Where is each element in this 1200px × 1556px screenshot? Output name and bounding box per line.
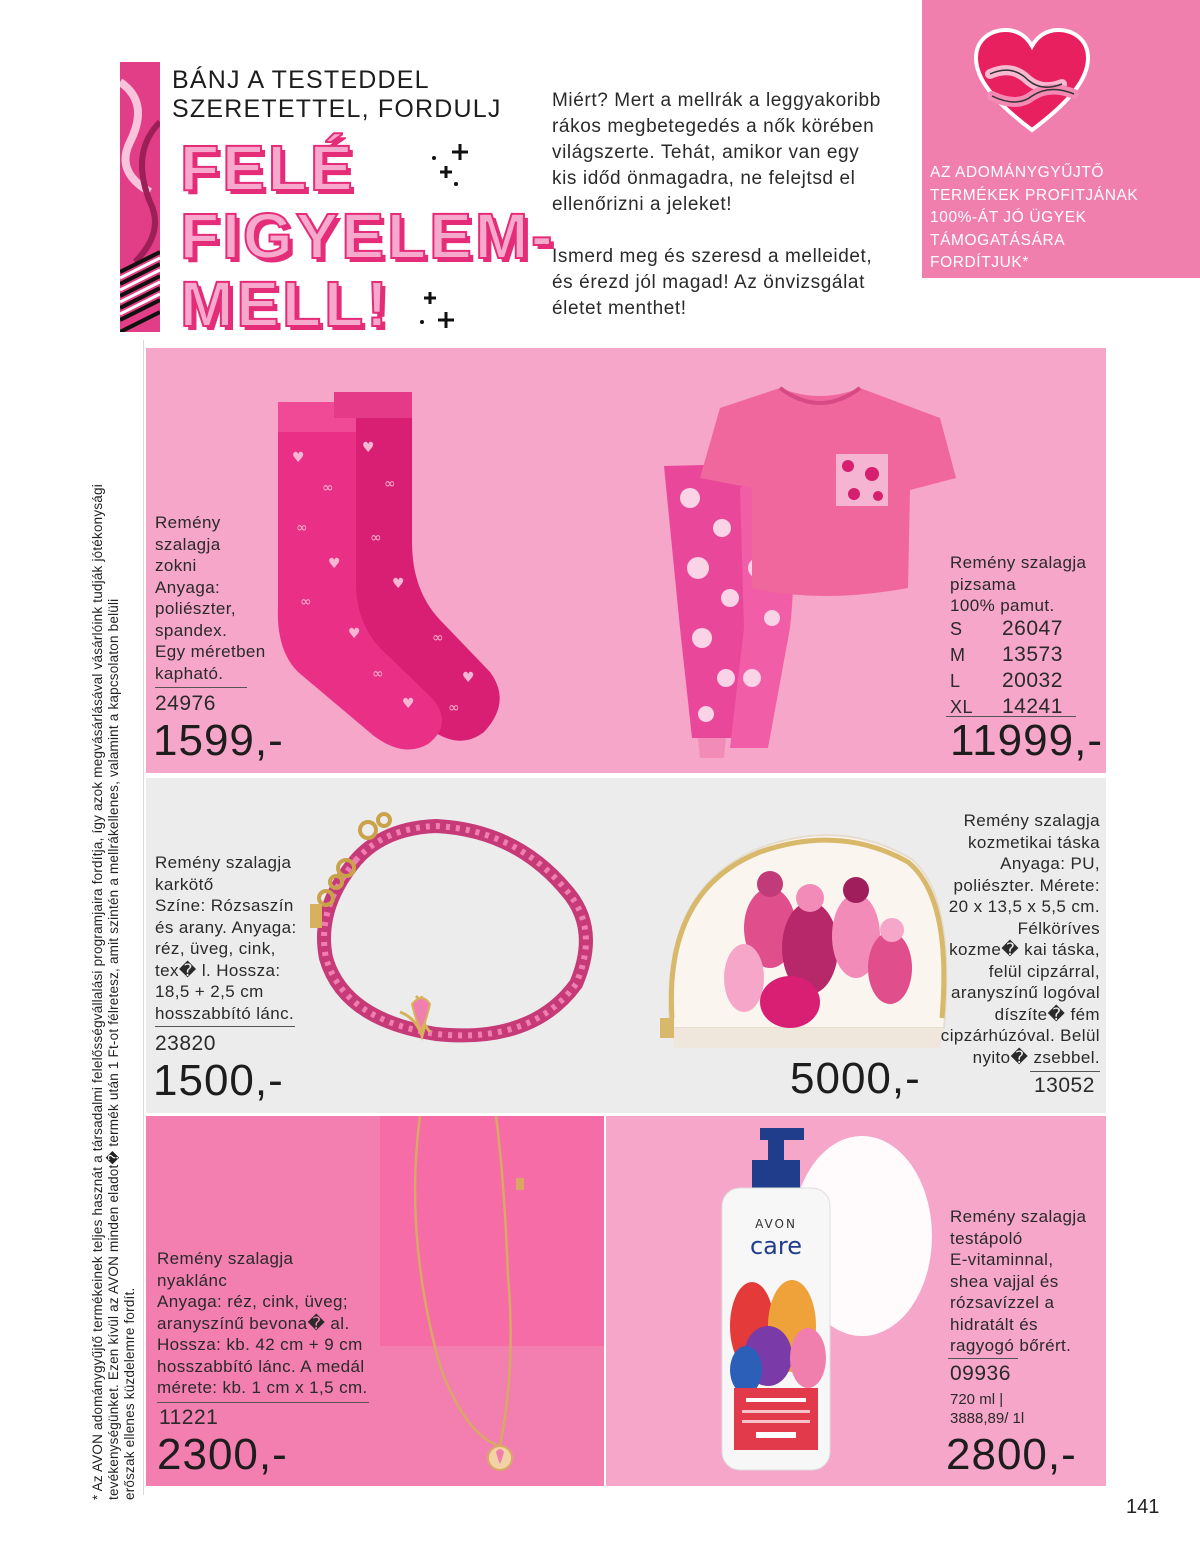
desc-line: Anyaga: réz, cink, üveg; [157,1292,349,1311]
desc-line: aranyszínű logóval [951,983,1100,1002]
sidebar-note-line: * Az AVON adománygyűjtő termékeinek teljes hasznát a társadalmi felelősségvállalási programjaira fordítja, így azok megvásárlásával vásárlóink tudják jótékonysági [90,484,105,1500]
desc-line: 20 x 13,5 x 5,5 cm. [948,897,1100,916]
desc-line: Remény szalagja [155,853,292,872]
desc-line: Remény szalagja [950,553,1087,572]
svg-text:♥: ♥ [402,696,415,712]
pyjama-image [640,378,970,758]
sidebar-note-line: tevékenységünket. Ezen kívül az AVON minden eladot� termék után 1 Ft-ot félretesz, amit szintén a mellrákellenes, valamint a kapcsolaton belüli [106,598,121,1500]
desc-line: E-vitaminnal, [950,1250,1054,1269]
intro-headline-line: BÁNJ A TESTEDDEL [172,66,430,94]
intro-body-line: Ismerd meg és szeresd a melleidet, [552,246,873,267]
svg-text:∞: ∞ [372,666,384,682]
desc-line: 18,5 + 2,5 cm [155,982,264,1001]
size-label: S [950,619,963,639]
unit-line: 3888,89/ 1l [950,1410,1025,1427]
big-title-line: FIGYELEM- [180,200,556,272]
lotion-bottle-image [712,1126,932,1476]
intro-body-line: életet menthet! [552,298,687,319]
desc-line: Színe: Rózsaszín [155,896,294,915]
badge-line: TERMÉKEK PROFITJÁNAK [930,186,1139,204]
desc-line: hosszabbító lánc. A medál [157,1356,365,1376]
desc-line: hosszabbító lánc. [155,1003,295,1023]
badge-line: AZ ADOMÁNYGYŰJTŐ [930,164,1105,181]
desc-line: shea vajjal és [950,1271,1059,1291]
desc-line: felül cipzárral, [988,961,1100,981]
intro-body-line: és érezd jól magad! Az önvizsgálat [552,272,865,293]
heart-hug-icon [972,26,1092,136]
svg-text:♥: ♥ [462,670,475,686]
desc-line: réz, üveg, cink, [155,939,276,958]
badge-line: 100%-ÁT JÓ ÜGYEK [930,209,1087,226]
lotion-unit-price [950,1390,1024,1428]
desc-line: testápoló [950,1228,1023,1248]
necklace-price: 2300,- [157,1430,288,1479]
desc-line: Anyaga: PU, [1000,854,1100,873]
desc-line: Remény szalagja [157,1249,294,1268]
desc-line: Remény [155,513,221,532]
bottle-line: care [749,1232,803,1260]
sparkle-icon [426,140,476,190]
size-label: L [950,671,961,691]
divider-line [1030,1071,1100,1072]
divider-line [948,1358,1018,1359]
socks-price: 1599,- [153,716,284,765]
desc-line: hidratált és [950,1314,1038,1334]
intro-headline [172,66,502,124]
intro-body-line: rákos megbetegedés a nők körében [552,116,875,137]
necklace-product-code: 11221 [159,1406,219,1429]
lotion-description [950,1206,1086,1357]
pyjama-size-table [950,616,1063,720]
svg-text:∞: ∞ [322,480,334,496]
socks-image [262,392,512,762]
desc-line: poliészter, [155,599,236,618]
badge-line: FORDÍTJUK* [930,254,1029,271]
desc-line: zokni [155,556,197,575]
desc-line: 100% pamut. [950,596,1055,615]
svg-text:♥: ♥ [362,440,375,456]
bracelet-image [296,808,616,1068]
decorative-pattern-strip [120,62,160,332]
intro-body-line: Miért? Mert a mellrák a leggyakoribb [552,90,881,111]
intro-body-line: világszerte. Tehát, amikor van egy [552,142,860,163]
cosmetic-bag-price: 5000,- [790,1054,921,1103]
sidebar-note [90,350,138,1500]
badge-text [930,162,1138,275]
desc-line: Anyaga: [155,577,221,597]
lotion-price: 2800,- [946,1430,1077,1479]
big-title-line: FELÉ [180,132,356,204]
divider-line [157,1402,369,1403]
svg-text:♥: ♥ [328,556,341,572]
desc-line: cipzárhúzóval. Belül [940,1026,1100,1045]
page-number: 141 [1126,1496,1160,1518]
badge-line: TÁMOGATÁSÁRA [930,231,1066,249]
desc-line: és arany. Anyaga: [155,917,297,937]
necklace-image [400,1116,540,1486]
bracelet-product-code: 23820 [155,1032,216,1055]
lotion-product-code: 09936 [950,1362,1011,1385]
bracelet-description [155,852,297,1024]
divider-line [155,687,247,688]
svg-text:♥: ♥ [348,626,361,642]
desc-line: szalagja [155,534,221,554]
divider-line [155,1026,295,1027]
size-code: 14241 [1002,695,1063,718]
desc-line: poliészter. Mérete: [953,875,1100,895]
desc-line: spandex. [155,620,228,640]
socks-product-code: 24976 [155,692,216,715]
desc-line: tex� l. Hossza: [155,960,281,980]
desc-line: Remény szalagja [950,1207,1087,1226]
desc-line: kozme� kai táska, [949,940,1100,959]
svg-text:∞: ∞ [448,700,460,716]
desc-line: aranyszínű bevona� al. [157,1313,350,1333]
svg-text:♥: ♥ [292,450,305,466]
svg-text:∞: ∞ [384,476,396,492]
pyjama-size-row [950,642,1063,668]
desc-line: díszíte� fém [994,1004,1100,1024]
intro-headline-line: SZERETETTEL, FORDULJ [172,95,502,123]
desc-line: Egy méretben [155,642,266,661]
cosmetic-bag-product-code: 13052 [1034,1074,1095,1097]
size-code: 20032 [1002,669,1063,692]
desc-line: rózsavízzel a [950,1293,1055,1312]
necklace-description [157,1248,368,1399]
donation-badge [922,0,1200,278]
intro-body-line: kis időd önmagadra, ne felejtsd el [552,168,856,189]
intro-body-line: ellenőrizni a jeleket! [552,194,733,215]
desc-line: kozmetikai táska [967,832,1100,852]
pyjama-size-row [950,616,1063,642]
size-code: 26047 [1002,617,1063,640]
sparkle-icon [414,290,464,334]
size-code: 13573 [1002,643,1063,666]
big-title-line: MELL! [180,268,391,340]
desc-line: Remény szalagja [963,811,1100,830]
size-label: M [950,645,966,665]
intro-body [552,88,881,322]
desc-line: karkötő [155,874,214,894]
svg-text:♥: ♥ [392,576,405,592]
svg-text:∞: ∞ [370,530,382,546]
pyjama-size-row [950,668,1063,694]
socks-description [155,512,266,684]
desc-line: Hossza: kb. 42 cm + 9 cm [157,1335,363,1354]
svg-text:∞: ∞ [296,520,308,536]
svg-text:∞: ∞ [432,630,444,646]
intro-big-title [180,134,555,338]
unit-line: 720 ml | [950,1391,1004,1408]
bottle-brand: AVON [755,1217,797,1231]
pyjama-price: 11999,- [950,716,1103,765]
desc-line: ragyogó bőrért. [950,1336,1072,1355]
size-label: XL [950,697,974,717]
desc-line: Félköríves [1017,918,1100,938]
bracelet-price: 1500,- [153,1056,284,1105]
pyjama-description [950,552,1086,617]
desc-line: pizsama [950,574,1017,594]
sidebar-divider [143,340,144,1495]
svg-text:∞: ∞ [300,594,312,610]
desc-line: nyito� zsebbel. [972,1047,1100,1067]
desc-line: mérete: kb. 1 cm x 1,5 cm. [157,1378,368,1397]
desc-line: kapható. [155,663,224,683]
desc-line: nyaklánc [157,1270,228,1290]
cosmetic-bag-description [900,810,1100,1068]
sidebar-note-line: erőszak ellenes küzdelemre fordít. [122,1287,137,1500]
